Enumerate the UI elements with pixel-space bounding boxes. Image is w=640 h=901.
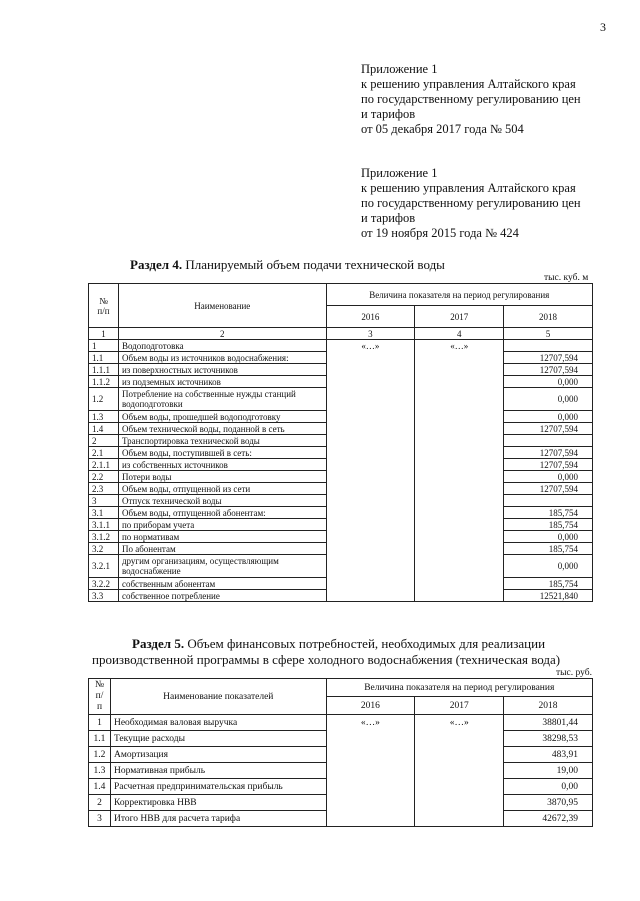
row-name: Потери воды [118, 471, 326, 483]
table-row [89, 507, 593, 519]
row-name: Корректировка НВВ [110, 795, 326, 811]
value-2018: 0,000 [504, 376, 593, 388]
table-row [89, 578, 593, 590]
value-2016 [326, 435, 415, 447]
value-2016 [326, 376, 415, 388]
value-2018: 185,754 [504, 507, 593, 519]
row-number: 1.1 [89, 352, 119, 364]
column-number: 4 [415, 328, 504, 340]
row-name: Объем воды, отпущенной абонентам: [118, 507, 326, 519]
value-2017 [415, 364, 504, 376]
value-2018: 0,000 [504, 555, 593, 578]
section4-table [88, 283, 593, 602]
table-row [89, 352, 593, 364]
row-number: 3 [89, 811, 111, 827]
table-row [89, 423, 593, 435]
appendix-line: от 19 ноября 2015 года № 424 [361, 226, 519, 240]
table-row [89, 340, 593, 352]
appendix-header-current [361, 62, 581, 137]
value-2016: «…» [326, 340, 415, 352]
column-number-row [89, 328, 593, 340]
value-2018: 3870,95 [504, 795, 593, 811]
value-2016 [326, 388, 415, 411]
table-row [89, 555, 593, 578]
table-row [89, 590, 593, 602]
row-name: Нормативная прибыль [110, 763, 326, 779]
table-row [89, 447, 593, 459]
header-period: Величина показателя на период регулирования [326, 284, 592, 306]
header-num: № п/п [89, 284, 119, 328]
table-row [89, 763, 593, 779]
value-2017: «…» [415, 715, 504, 731]
value-2017 [415, 376, 504, 388]
value-2017 [415, 495, 504, 507]
table-row [89, 459, 593, 471]
page-number: 3 [600, 20, 606, 34]
value-2018: 0,00 [504, 779, 593, 795]
row-number: 1.4 [89, 423, 119, 435]
value-2017 [415, 811, 504, 827]
section5-heading: Объем финансовых потребностей, необходимых для реализации производственной программы в сфере холодного водоснабжения (техническая вода) [92, 636, 561, 667]
table-row [89, 411, 593, 423]
value-2017 [415, 731, 504, 747]
table-row [89, 471, 593, 483]
column-number: 3 [326, 328, 415, 340]
row-number: 3.1 [89, 507, 119, 519]
value-2018: 12707,594 [504, 483, 593, 495]
value-2018: 12707,594 [504, 459, 593, 471]
row-name: по приборам учета [118, 519, 326, 531]
row-name: по нормативам [118, 531, 326, 543]
value-2018: 12521,840 [504, 590, 593, 602]
row-number: 2.2 [89, 471, 119, 483]
table-row [89, 388, 593, 411]
value-2016 [326, 507, 415, 519]
value-2016 [326, 590, 415, 602]
appendix-line: Приложение 1 [361, 166, 438, 180]
value-2017 [415, 543, 504, 555]
value-2017 [415, 471, 504, 483]
value-2018 [504, 495, 593, 507]
row-number: 3.1.1 [89, 519, 119, 531]
row-name: Объем воды из источников водоснабжения: [118, 352, 326, 364]
row-name: собственным абонентам [118, 578, 326, 590]
appendix-line: и тарифов [361, 107, 416, 121]
section4-label: Раздел 4. [130, 257, 183, 272]
row-number: 1.4 [89, 779, 111, 795]
table-row [89, 811, 593, 827]
appendix-line: к решению управления Алтайского края [361, 77, 576, 91]
row-number: 1.1.1 [89, 364, 119, 376]
column-number: 1 [89, 328, 119, 340]
section5-unit: тыс. руб. [556, 668, 592, 678]
value-2018: 0,000 [504, 388, 593, 411]
row-number: 3 [89, 495, 119, 507]
value-2017 [415, 747, 504, 763]
row-name: другим организациям, осуществляющим водоснабжение [118, 555, 326, 578]
value-2016 [326, 411, 415, 423]
row-name: Потребление на собственные нужды станций водоподготовки [118, 388, 326, 411]
row-number: 1 [89, 715, 111, 731]
row-number: 3.2 [89, 543, 119, 555]
row-number: 1.3 [89, 763, 111, 779]
row-name: Отпуск технической воды [118, 495, 326, 507]
value-2017 [415, 519, 504, 531]
table-row [89, 376, 593, 388]
value-2016 [326, 483, 415, 495]
row-name: Расчетная предпринимательская прибыль [110, 779, 326, 795]
row-name: Транспортировка технической воды [118, 435, 326, 447]
value-2016 [326, 495, 415, 507]
value-2017 [415, 531, 504, 543]
value-2018: 185,754 [504, 578, 593, 590]
value-2017 [415, 447, 504, 459]
row-number: 2 [89, 435, 119, 447]
section4-heading: Планируемый объем подачи технической воды [185, 257, 445, 272]
value-2016: «…» [326, 715, 415, 731]
row-name: Текущие расходы [110, 731, 326, 747]
value-2016 [326, 543, 415, 555]
value-2018: 185,754 [504, 519, 593, 531]
appendix-line: к решению управления Алтайского края [361, 181, 576, 195]
row-number: 2 [89, 795, 111, 811]
table-row [89, 483, 593, 495]
table-row [89, 747, 593, 763]
value-2017 [415, 795, 504, 811]
value-2016 [326, 364, 415, 376]
section4-unit: тыс. куб. м [544, 273, 589, 283]
value-2018: 483,91 [504, 747, 593, 763]
row-number: 3.3 [89, 590, 119, 602]
appendix-line: Приложение 1 [361, 62, 438, 76]
row-name: По абонентам [118, 543, 326, 555]
value-2017 [415, 763, 504, 779]
value-2018 [504, 435, 593, 447]
value-2018: 12707,594 [504, 447, 593, 459]
table-row [89, 495, 593, 507]
column-number: 2 [118, 328, 326, 340]
header-year-2018: 2018 [504, 306, 593, 328]
value-2016 [326, 731, 415, 747]
row-name: Водоподготовка [118, 340, 326, 352]
value-2016 [326, 423, 415, 435]
value-2018: 38801,44 [504, 715, 593, 731]
table-row [89, 435, 593, 447]
row-number: 3.2.1 [89, 555, 119, 578]
value-2018 [504, 340, 593, 352]
row-name: из поверхностных источников [118, 364, 326, 376]
value-2017 [415, 411, 504, 423]
section5-label: Раздел 5. [132, 636, 185, 651]
header-year-2017: 2017 [415, 697, 504, 715]
value-2018: 0,000 [504, 471, 593, 483]
row-name: Амортизация [110, 747, 326, 763]
table-row [89, 731, 593, 747]
value-2018: 0,000 [504, 411, 593, 423]
value-2016 [326, 447, 415, 459]
section4-title [130, 257, 445, 273]
header-year-2017: 2017 [415, 306, 504, 328]
value-2017: «…» [415, 340, 504, 352]
table-row [89, 364, 593, 376]
value-2016 [326, 352, 415, 364]
header-name: Наименование показателей [110, 679, 326, 715]
row-number: 3.2.2 [89, 578, 119, 590]
value-2018: 185,754 [504, 543, 593, 555]
row-name: Объем технической воды, поданной в сеть [118, 423, 326, 435]
value-2018: 42672,39 [504, 811, 593, 827]
value-2017 [415, 483, 504, 495]
header-year-2018: 2018 [504, 697, 593, 715]
value-2016 [326, 779, 415, 795]
value-2017 [415, 590, 504, 602]
table-row [89, 543, 593, 555]
row-number: 1.1.2 [89, 376, 119, 388]
appendix-header-original [361, 166, 581, 241]
row-number: 1.3 [89, 411, 119, 423]
row-number: 1.2 [89, 388, 119, 411]
row-number: 3.1.2 [89, 531, 119, 543]
header-year-2016: 2016 [326, 306, 415, 328]
header-name: Наименование [118, 284, 326, 328]
value-2016 [326, 471, 415, 483]
value-2017 [415, 423, 504, 435]
row-number: 2.1.1 [89, 459, 119, 471]
value-2018: 0,000 [504, 531, 593, 543]
value-2018: 12707,594 [504, 352, 593, 364]
value-2017 [415, 779, 504, 795]
row-name: собственное потребление [118, 590, 326, 602]
value-2018: 12707,594 [504, 364, 593, 376]
value-2018: 19,00 [504, 763, 593, 779]
row-name: Объем воды, прошедшей водоподготовку [118, 411, 326, 423]
table-row [89, 795, 593, 811]
table-row [89, 531, 593, 543]
row-number: 1 [89, 340, 119, 352]
row-name: из собственных источников [118, 459, 326, 471]
value-2016 [326, 795, 415, 811]
row-name: Объем воды, отпущенной из сети [118, 483, 326, 495]
value-2016 [326, 459, 415, 471]
row-number: 1.2 [89, 747, 111, 763]
appendix-line: и тарифов [361, 211, 416, 225]
value-2016 [326, 747, 415, 763]
value-2018: 38298,53 [504, 731, 593, 747]
row-name: Итого НВВ для расчета тарифа [110, 811, 326, 827]
row-number: 2.1 [89, 447, 119, 459]
column-number: 5 [504, 328, 593, 340]
table-row [89, 519, 593, 531]
header-year-2016: 2016 [326, 697, 415, 715]
appendix-line: по государственному регулированию цен [361, 196, 581, 210]
header-num: № п/ п [89, 679, 111, 715]
value-2017 [415, 507, 504, 519]
value-2017 [415, 388, 504, 411]
row-name: Объем воды, поступившей в сеть: [118, 447, 326, 459]
table-row [89, 779, 593, 795]
table-row [89, 715, 593, 731]
value-2017 [415, 352, 504, 364]
value-2016 [326, 763, 415, 779]
row-name: Необходимая валовая выручка [110, 715, 326, 731]
value-2018: 12707,594 [504, 423, 593, 435]
row-number: 1.1 [89, 731, 111, 747]
section5-title [92, 636, 592, 668]
value-2016 [326, 519, 415, 531]
section5-table [88, 678, 593, 827]
row-number: 2.3 [89, 483, 119, 495]
value-2017 [415, 578, 504, 590]
value-2017 [415, 555, 504, 578]
value-2016 [326, 811, 415, 827]
value-2017 [415, 435, 504, 447]
value-2016 [326, 531, 415, 543]
appendix-line: по государственному регулированию цен [361, 92, 581, 106]
value-2016 [326, 578, 415, 590]
header-period: Величина показателя на период регулирования [326, 679, 592, 697]
appendix-line: от 05 декабря 2017 года № 504 [361, 122, 524, 136]
value-2016 [326, 555, 415, 578]
value-2017 [415, 459, 504, 471]
row-name: из подземных источников [118, 376, 326, 388]
